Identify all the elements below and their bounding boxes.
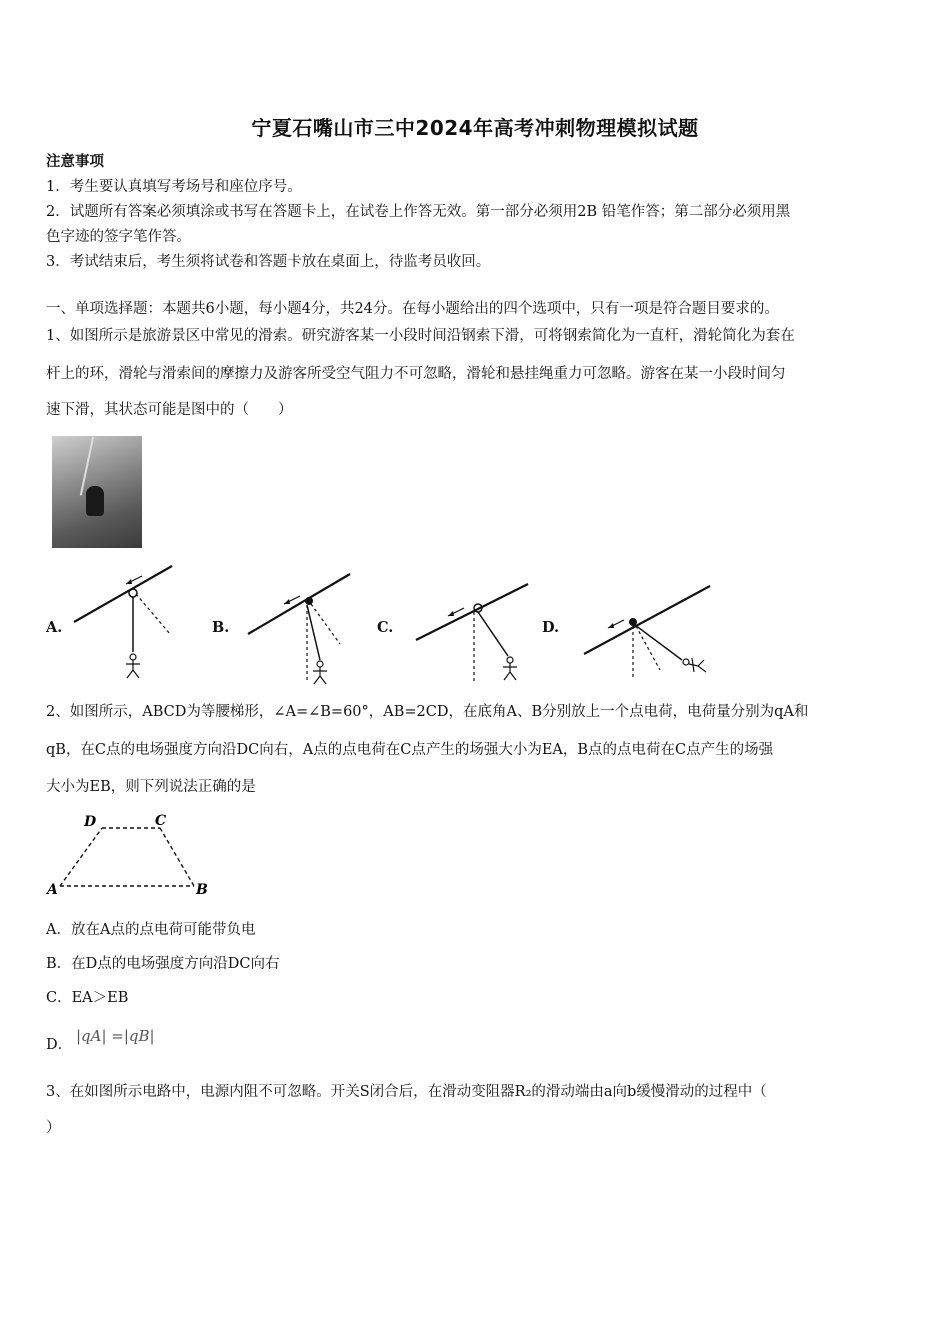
section-heading: 一、单项选择题：本题共6小题，每小题4分，共24分。在每小题给出的四个选项中，只有一项是符合题目要求的。 [46, 301, 779, 317]
q2-option-c: C．EA＞EB [46, 990, 129, 1006]
q1-stem-line: 1、如图所示是旅游景区中常见的滑索。研究游客某一小段时间沿钢索下滑，可将钢索简化为一直杆，滑轮简化为套在 [46, 328, 795, 344]
q2-option-b: B．在D点的电场强度方向沿DC向右 [46, 956, 280, 972]
vertex-label-d: D [84, 814, 97, 830]
q1-option-d-figure [580, 578, 715, 682]
trapezoid-diagram [44, 808, 214, 900]
q1-option-c-label: C. [377, 619, 394, 636]
q2-option-d-label: D． [46, 1037, 73, 1053]
notice-heading: 注意事项 [46, 153, 104, 170]
photo-person [86, 486, 104, 516]
q3-stem-line: ） [46, 1120, 61, 1136]
q1-option-c-figure [412, 578, 532, 686]
page-title: 宁夏石嘴山市三中2024年高考冲刺物理模拟试题 [251, 116, 699, 140]
q2-stem-line: qB，在C点的电场强度方向沿DC向右，A点的点电荷在C点产生的场强大小为EA，B点的点电荷在C点产生的场强 [46, 742, 774, 758]
q3-stem-line: 3、在如图所示电路中，电源内阻不可忽略。开关S闭合后，在滑动变阻器R₂的滑动端由a向b缓慢滑动的过程中（ [46, 1084, 767, 1100]
q1-stem-line: 速下滑，其状态可能是图中的（ ） [46, 402, 293, 418]
vertex-label-b: B [196, 882, 208, 898]
q2-stem-line: 大小为EB，则下列说法正确的是 [46, 779, 256, 795]
notice-item: 2．试题所有答案必须填涂或书写在答题卡上，在试卷上作答无效。第一部分必须用2B 铅笔作答；第二部分必须用黑 [46, 204, 791, 220]
q1-option-a-figure [70, 562, 180, 684]
q2-option-a: A．放在A点的点电荷可能带负电 [46, 922, 256, 938]
notice-item: 色字迹的签字笔作答。 [46, 229, 191, 245]
q1-stem-line: 杆上的环，滑轮与滑索间的摩擦力及游客所受空气阻力不可忽略，滑轮和悬挂绳重力可忽略。游客在某一小段时间匀 [46, 366, 786, 382]
q1-option-d-label: D. [542, 619, 560, 636]
notice-item: 3．考试结束后，考生须将试卷和答题卡放在桌面上，待监考员收回。 [46, 254, 491, 270]
q2-option-d-formula: |qA| =|qB| [76, 1027, 155, 1045]
q2-stem-line: 2、如图所示，ABCD为等腰梯形，∠A=∠B=60°，AB=2CD，在底角A、B分别放上一个点电荷，电荷量分别为qA和 [46, 704, 809, 720]
q1-option-a-label: A. [46, 619, 63, 636]
zipline-photo [52, 436, 142, 548]
q1-option-b-label: B. [212, 619, 230, 636]
vertex-label-a: A [47, 882, 58, 898]
q1-option-b-figure [244, 568, 354, 686]
notice-item: 1．考生要认真填写考场号和座位序号。 [46, 179, 302, 195]
vertex-label-c: C [155, 813, 167, 829]
